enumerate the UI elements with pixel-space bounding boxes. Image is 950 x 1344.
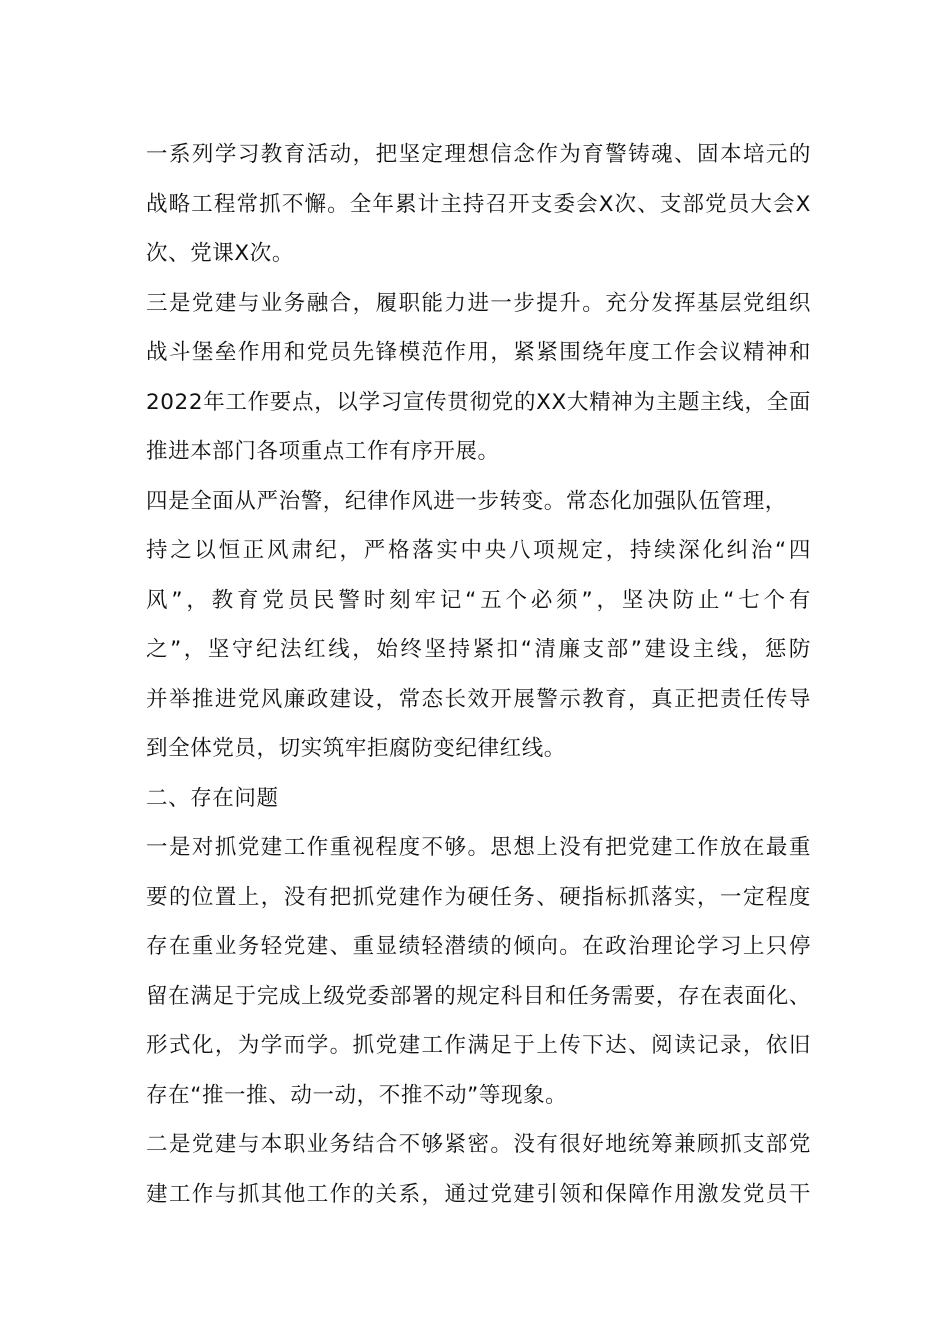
text-line: 风”，教育党员民警时刻牢记“五个必须”，坚决防止“七个有 [146, 587, 811, 613]
text-line: 存在“推一推、动一动，不推不动”等现象。 [146, 1082, 568, 1108]
text-line: 一系列学习教育活动，把坚定理想信念作为育警铸魂、固本培元的 [146, 142, 811, 167]
text-line: 二是党建与本职业务结合不够紧密。没有很好地统筹兼顾抓支部党 [146, 1132, 811, 1157]
text-line: 一是对抓党建工作重视程度不够。思想上没有把党建工作放在最重 [146, 835, 811, 860]
text-line: 推进本部门各项重点工作有序开展。 [146, 439, 500, 464]
text-line: 并举推进党风廉政建设，常态长效开展警示教育，真正把责任传导 [146, 686, 811, 712]
text-line: 四是全面从严治警，纪律作风进一步转变。常态化加强队伍管理， [146, 488, 787, 514]
text-line: 战略工程常抓不懈。全年累计主持召开支委会X次、支部党员大会X [146, 191, 811, 217]
text-line: 要的位置上，没有把抓党建作为硬任务、硬指标抓落实，一定程度 [146, 884, 811, 910]
text-line: 2022年工作要点，以学习宣传贯彻党的XX大精神为主题主线，全面 [146, 389, 811, 415]
text-line: 次、党课X次。 [146, 241, 294, 266]
text-line: 留在满足于完成上级党委部署的规定科目和任务需要，存在表面化、 [146, 983, 811, 1009]
text-line: 形式化，为学而学。抓党建工作满足于上传下达、阅读记录，依旧 [146, 1033, 811, 1058]
text-line: 持之以恒正风肃纪，严格落实中央八项规定，持续深化纠治“四 [146, 538, 811, 563]
document-body [146, 130, 811, 1219]
section-heading: 二、存在问题 [146, 785, 279, 811]
text-line: 战斗堡垒作用和党员先锋模范作用，紧紧围绕年度工作会议精神和 [146, 340, 811, 365]
text-line: 三是党建与业务融合，履职能力进一步提升。充分发挥基层党组织 [146, 290, 811, 316]
text-line: 存在重业务轻党建、重显绩轻潜绩的倾向。在政治理论学习上只停 [146, 934, 811, 959]
text-line: 之”，坚守纪法红线，始终坚持紧扣“清廉支部”建设主线，惩防 [146, 637, 811, 662]
text-line: 到全体党员，切实筑牢拒腐防变纪律红线。 [146, 736, 566, 761]
text-line: 建工作与抓其他工作的关系，通过党建引领和保障作用激发党员干 [146, 1181, 811, 1207]
